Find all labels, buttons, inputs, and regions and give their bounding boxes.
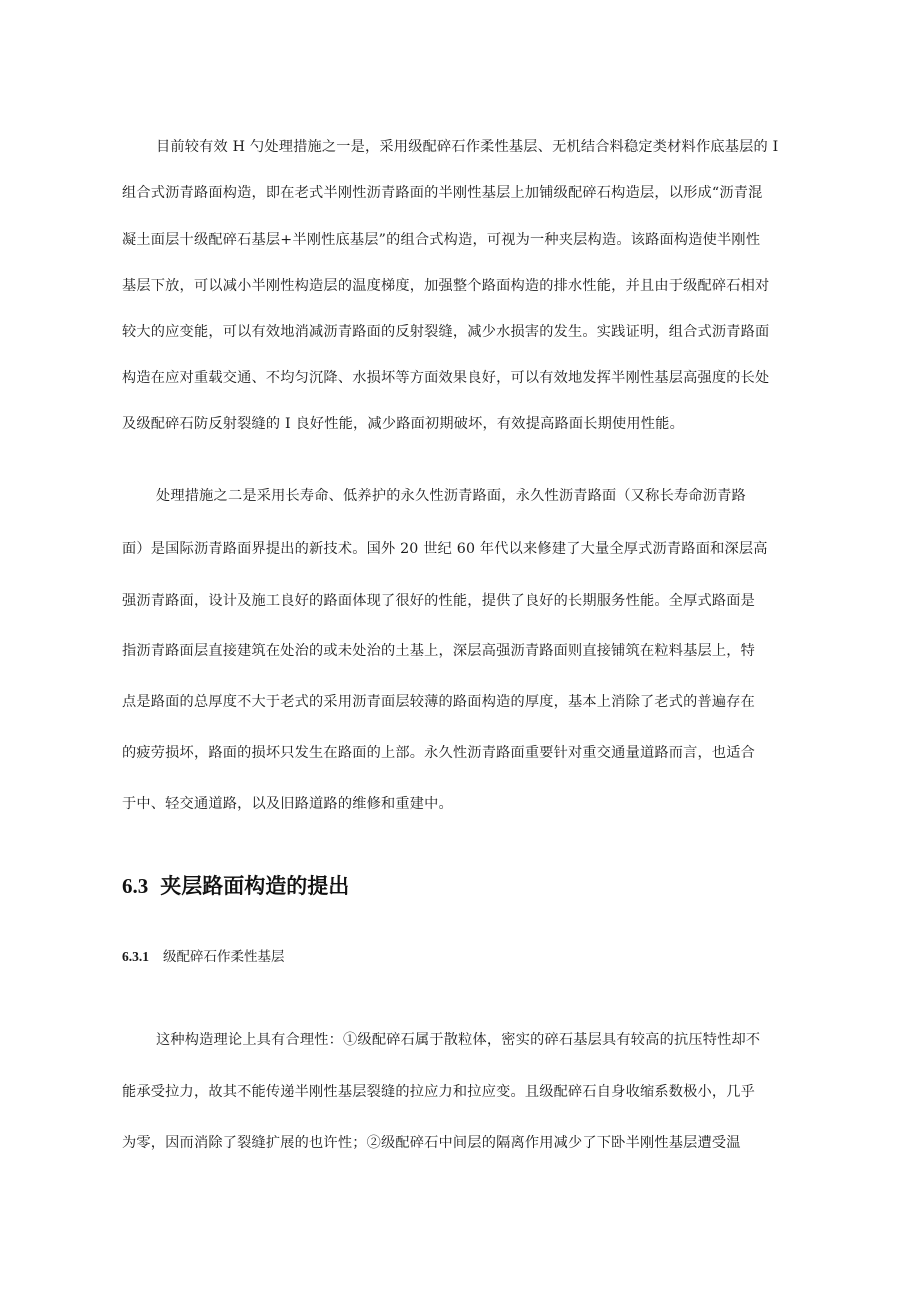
text-line: 基层下放，可以减小半刚性构造层的温度梯度，加强整个路面构造的排水性能，并且由于级配碎石相对 bbox=[122, 278, 770, 294]
text-line: 为零，因而消除了裂缝扩展的也许性；②级配碎石中间层的隔离作用减少了下卧半刚性基层遭受温 bbox=[122, 1135, 741, 1151]
text-line: 这种构造理论上具有合理性：①级配碎石属于散粒体，密实的碎石基层具有较高的抗压特性却不 bbox=[156, 1032, 761, 1048]
subsection-number: 6.3.1 bbox=[122, 949, 149, 964]
text-line: 构造在应对重载交通、不均匀沉降、水损坏等方面效果良好，可以有效地发挥半刚性基层高强度的长处 bbox=[122, 370, 770, 386]
text-line: 组合式沥青路面构造，即在老式半刚性沥青路面的半刚性基层上加铺级配碎石构造层，以形成“沥青混 bbox=[122, 185, 763, 201]
text-line: 指沥青路面层直接建筑在处治的或未处治的土基上，深层高强沥青路面则直接铺筑在粒料基层上，特 bbox=[122, 643, 756, 659]
text-line: 于中、轻交通道路，以及旧路道路的维修和重建中。 bbox=[122, 796, 453, 812]
text-line: 凝土面层十级配碎石基层+半刚性底基层”的组合式构造，可视为一种夹层构造。该路面构造使半刚性 bbox=[122, 232, 761, 248]
text-line: 的疲劳损坏，路面的损坏只发生在路面的上部。永久性沥青路面重要针对重交通量道路而言，也适合 bbox=[122, 745, 756, 761]
section-heading bbox=[122, 872, 349, 900]
section-title: 夹层路面构造的提出 bbox=[160, 874, 350, 898]
text-line: 能承受拉力，故其不能传递半刚性基层裂缝的拉应力和拉应变。且级配碎石自身收缩系数极小，几乎 bbox=[122, 1084, 756, 1100]
subsection-heading bbox=[122, 947, 285, 967]
subsection-title: 级配碎石作柔性基层 bbox=[163, 949, 285, 965]
text-line: 强沥青路面，设计及施工良好的路面体现了很好的性能，提供了良好的长期服务性能。全厚式路面是 bbox=[122, 593, 756, 609]
text-line: 处理措施之二是采用长寿命、低养护的永久性沥青路面，永久性沥青路面（又称长寿命沥青路 bbox=[156, 488, 746, 504]
section-number: 6.3 bbox=[122, 874, 149, 898]
text-line: 较大的应变能，可以有效地消减沥青路面的反射裂缝，减少水损害的发生。实践证明，组合式沥青路面 bbox=[122, 324, 770, 340]
text-line: 及级配碎石防反射裂缝的 I 良好性能，减少路面初期破坏，有效提高路面长期使用性能。 bbox=[122, 416, 684, 432]
text-line: 面）是国际沥青路面界提出的新技术。国外 20 世纪 60 年代以来修建了大量全厚式沥青路面和深层高 bbox=[122, 541, 768, 557]
text-line: 目前较有效 H 勺处理措施之一是，采用级配碎石作柔性基层、无机结合料稳定类材料作底基层的 I bbox=[156, 139, 779, 155]
text-line: 点是路面的总厚度不大于老式的采用沥青面层较薄的路面构造的厚度，基本上消除了老式的普遍存在 bbox=[122, 694, 756, 710]
